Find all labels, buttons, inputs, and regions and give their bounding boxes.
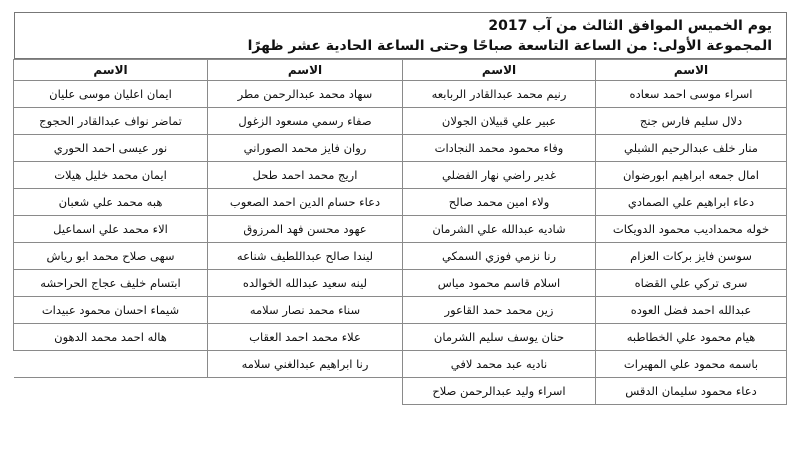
name-cell: منار خلف عبدالرحيم الشبلي xyxy=(596,135,787,162)
name-cell: علاء محمد احمد العقاب xyxy=(208,324,403,351)
name-cell: عبير علي قبيلان الجولان xyxy=(403,108,596,135)
name-cell: دعاء محمود سليمان الدقس xyxy=(596,378,787,405)
table-row xyxy=(14,270,787,297)
name-cell: روان فايز محمد الصوراني xyxy=(208,135,403,162)
name-cell: ايمان اعليان موسى عليان xyxy=(14,81,208,108)
name-cell: هاله احمد محمد الدهون xyxy=(14,324,208,351)
name-cell: رنا نزمي فوزي السمكي xyxy=(403,243,596,270)
name-cell: باسمه محمود علي المهيرات xyxy=(596,351,787,378)
sheet-header xyxy=(14,12,787,59)
name-cell: اسراء موسى احمد سعاده xyxy=(596,81,787,108)
name-cell: شيماء احسان محمود عبيدات xyxy=(14,297,208,324)
name-cell: دلال سليم فارس جنج xyxy=(596,108,787,135)
table-row xyxy=(14,135,787,162)
group-title: المجموعة الأولى: من الساعة التاسعة صباحًا وحتى الساعة الحادية عشر ظهرًا xyxy=(247,38,772,54)
column-heading-2: الاسم xyxy=(403,60,596,81)
name-cell: وفاء محمود محمد النجادات xyxy=(403,135,596,162)
table-row xyxy=(14,162,787,189)
empty-cell xyxy=(14,378,208,405)
column-heading-1: الاسم xyxy=(596,60,787,81)
name-cell: سرى تركي علي القضاه xyxy=(596,270,787,297)
names-table xyxy=(13,59,787,405)
name-cell: خوله محمداديب محمود الدويكات xyxy=(596,216,787,243)
name-cell: اسراء وليد عبدالرحمن صلاح xyxy=(403,378,596,405)
name-cell: رنا ابراهيم عبدالغني سلامه xyxy=(208,351,403,378)
table-row xyxy=(14,81,787,108)
name-cell: عبدالله احمد فضل العوده xyxy=(596,297,787,324)
name-cell: اريج محمد احمد طحل xyxy=(208,162,403,189)
column-heading-3: الاسم xyxy=(208,60,403,81)
name-cell: امال جمعه ابراهيم ابورضوان xyxy=(596,162,787,189)
name-cell: ولاء امين محمد صالح xyxy=(403,189,596,216)
name-cell: ابتسام خليف عجاج الحراحشه xyxy=(14,270,208,297)
name-cell: صفاء رسمي مسعود الزغول xyxy=(208,108,403,135)
name-cell: سوسن فايز بركات العزام xyxy=(596,243,787,270)
name-cell: دعاء ابراهيم علي الصمادي xyxy=(596,189,787,216)
table-row xyxy=(14,351,787,378)
name-cell: رنيم محمد عبدالقادر الربابعه xyxy=(403,81,596,108)
table-row xyxy=(14,297,787,324)
name-cell: لينه سعيد عبدالله الخوالده xyxy=(208,270,403,297)
table-row xyxy=(14,108,787,135)
empty-cell xyxy=(14,351,208,378)
name-cell: هيام محمود علي الخطاطبه xyxy=(596,324,787,351)
name-cell: زين محمد حمد القاعور xyxy=(403,297,596,324)
name-cell: دعاء حسام الدين احمد الصعوب xyxy=(208,189,403,216)
table-row xyxy=(14,216,787,243)
name-cell: اسلام قاسم محمود مياس xyxy=(403,270,596,297)
table-row xyxy=(14,189,787,216)
table-row xyxy=(14,378,787,405)
table-row xyxy=(14,243,787,270)
name-cell: غدير راضي نهار الفضلي xyxy=(403,162,596,189)
attendance-sheet xyxy=(14,12,787,405)
name-cell: ليندا صالح عبداللطيف شناعه xyxy=(208,243,403,270)
name-cell: تماضر نواف عبدالقادر الحجوج xyxy=(14,108,208,135)
name-cell: سناء محمد نصار سلامه xyxy=(208,297,403,324)
name-cell: الاء محمد علي اسماعيل xyxy=(14,216,208,243)
name-cell: سهاد محمد عبدالرحمن مطر xyxy=(208,81,403,108)
name-cell: هبه محمد علي شعبان xyxy=(14,189,208,216)
name-cell: ايمان محمد خليل هيلات xyxy=(14,162,208,189)
name-cell: سهى صلاح محمد ابو رياش xyxy=(14,243,208,270)
name-cell: عهود محسن فهد المرزوق xyxy=(208,216,403,243)
date-title: يوم الخميس الموافق الثالث من آب 2017 xyxy=(488,18,772,34)
column-heading-4: الاسم xyxy=(14,60,208,81)
name-cell: شاديه عبدالله علي الشرمان xyxy=(403,216,596,243)
name-cell: ناديه عبد محمد لافي xyxy=(403,351,596,378)
header-row xyxy=(14,60,787,81)
empty-cell xyxy=(208,378,403,405)
name-cell: نور عيسى احمد الحوري xyxy=(14,135,208,162)
name-cell: حنان يوسف سليم الشرمان xyxy=(403,324,596,351)
table-row xyxy=(14,324,787,351)
